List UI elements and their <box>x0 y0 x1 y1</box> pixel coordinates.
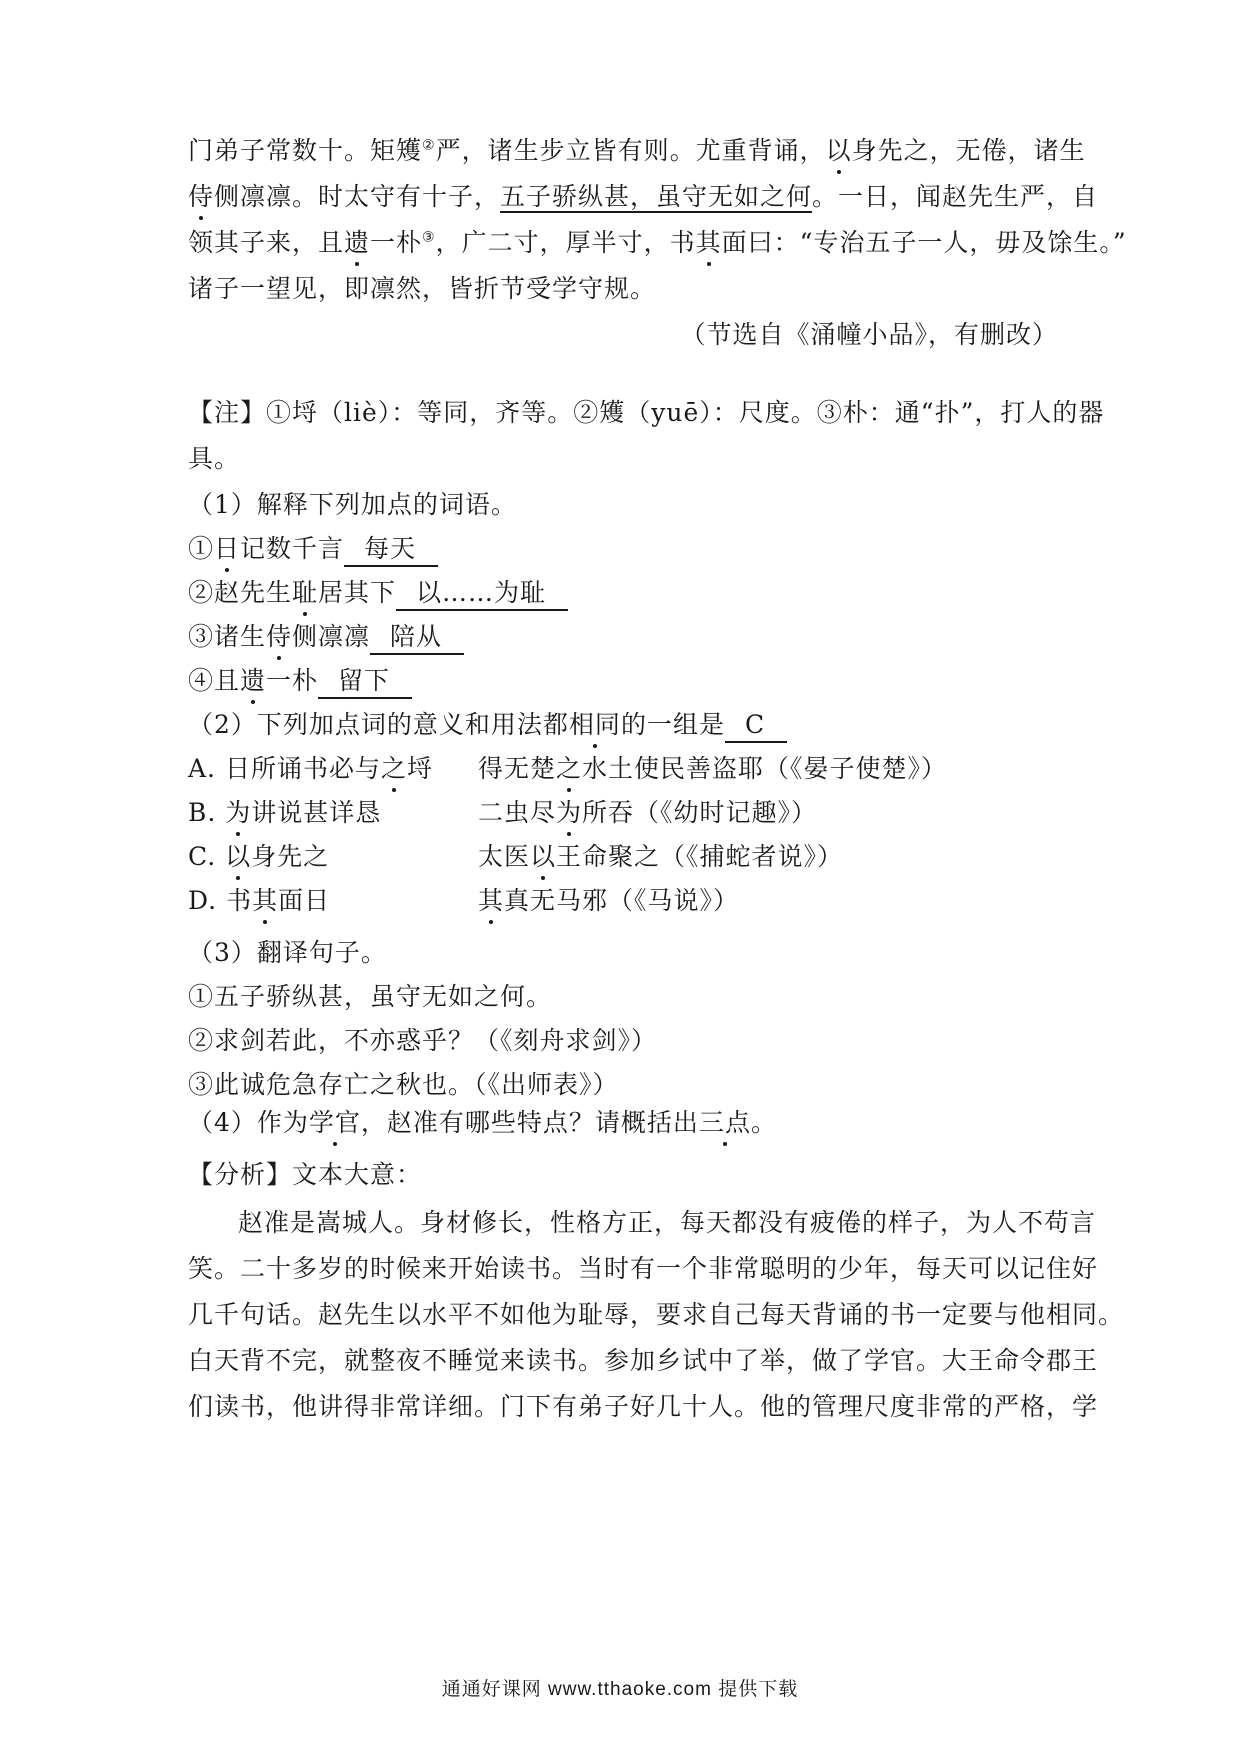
passage-line-2: 侍侧凛凛。时太守有十子，五子骄纵甚，虽守无如之何。一日，闻赵先生严，自 <box>188 182 1099 211</box>
analysis-line-2: 笑。二十多岁的时候来开始读书。当时有一个非常聪明的少年，每天可以记住好 <box>188 1254 1099 1283</box>
q3-item-2: ②求剑若此，不亦惑乎？（《刻舟求剑》） <box>188 1026 658 1055</box>
answer-blank: 留下 <box>318 665 412 699</box>
dotted-char: 之 <box>556 754 583 783</box>
analysis-heading: 【分析】文本大意： <box>188 1160 423 1189</box>
passage-line-4: 诸子一望见，即凛然，皆折节受学守规。 <box>188 274 657 303</box>
dotted-char: 其 <box>478 886 505 915</box>
analysis-line-5: 们读书，他讲得非常详细。门下有弟子好几十人。他的管理尺度非常的严格，学 <box>188 1392 1099 1421</box>
note-line-2: 具。 <box>188 444 241 473</box>
footnote-mark: ③ <box>422 229 436 246</box>
dotted-char: 相同 <box>568 710 621 739</box>
dotted-char: 之 <box>380 754 407 783</box>
footnote-mark: ② <box>422 137 436 154</box>
passage-line-1: 门弟子常数十。矩矱②严，诸生步立皆有则。尤重背诵，以身先之，无倦，诸生 <box>188 136 1086 165</box>
dotted-char: 其 <box>695 228 722 257</box>
q3-prompt: （3）翻译句子。 <box>188 938 387 967</box>
q1-item-2: ②赵先生耻居其下 以……为耻 <box>188 576 1058 611</box>
dotted-char: 其 <box>252 886 279 915</box>
dotted-char: 遗 <box>240 666 267 695</box>
dotted-char: 三点 <box>698 1108 751 1137</box>
dotted-char: 以 <box>225 842 252 871</box>
q1-item-3: ③诸生侍侧凛凛 陪从 <box>188 620 1058 655</box>
q4-prompt: （4）作为学官，赵准有哪些特点？请概括出三点。 <box>188 1108 777 1137</box>
answer-blank: 陪从 <box>370 621 464 655</box>
answer-blank: 以……为耻 <box>396 577 568 611</box>
dotted-char: 以 <box>530 842 557 871</box>
page-footer: 通通好课网 www.tthaoke.com 提供下载 <box>441 1679 799 1700</box>
passage-line-3: 领其子来，且遗一朴③，广二寸，厚半寸，书其面曰：“专治五子一人，毋及馀生。” <box>188 228 1127 257</box>
dotted-char: 日 <box>214 534 241 563</box>
dotted-char: 侍 <box>188 182 215 211</box>
dotted-char: 遗 <box>344 228 371 257</box>
q2-prompt: （2）下列加点词的意义和用法都相同的一组是 C <box>188 708 1058 743</box>
q2-option-c: C. 以身先之 太医以王命聚之（《捕蛇者说》） <box>188 842 844 871</box>
dotted-char: 以 <box>825 136 852 165</box>
q1-item-1: ①日记数千言 每天 <box>188 532 1058 567</box>
dotted-char: 侍 <box>266 622 293 651</box>
q1-prompt: （1）解释下列加点的词语。 <box>188 490 517 519</box>
q2-option-a: A. 日所诵书必与之埒 得无楚之水土使民善盗耶（《晏子使楚》） <box>188 754 948 783</box>
dotted-char: 学官 <box>308 1108 361 1137</box>
dotted-char: 为 <box>556 798 583 827</box>
q3-item-1: ①五子骄纵甚，虽守无如之何。 <box>188 982 553 1011</box>
passage-source: （节选自《涌幢小品》，有删改） <box>680 320 1058 349</box>
answer-blank: C <box>725 709 787 743</box>
q1-item-4: ④且遗一朴 留下 <box>188 664 1058 699</box>
underlined-sentence: 五子骄纵甚，虽守无如之何 <box>500 182 813 211</box>
analysis-line-4: 白天背不完，就整夜不睡觉来读书。参加乡试中了举，做了学官。大王命令郡王 <box>188 1346 1099 1375</box>
q2-option-b: B. 为讲说甚详恳 二虫尽为所吞（《幼时记趣》） <box>188 798 818 827</box>
analysis-line-1: 赵准是嵩城人。身材修长，性格方正，每天都没有疲倦的样子，为人不苟言 <box>238 1208 1097 1237</box>
answer-blank: 每天 <box>344 533 438 567</box>
q3-item-3: ③此诚危急存亡之秋也。（《出师表》） <box>188 1070 619 1099</box>
dotted-char: 为 <box>225 798 252 827</box>
q2-option-d: D. 书其面日 其真无马邪（《马说》） <box>188 886 740 915</box>
note-line-1: 【注】①埒（liè）：等同，齐等。②矱（yuē）：尺度。③朴：通“扑”，打人的器 <box>188 398 1105 427</box>
dotted-char: 耻 <box>292 578 319 607</box>
analysis-line-3: 几千句话。赵先生以水平不如他为耻辱，要求自己每天背诵的书一定要与他相同。 <box>188 1300 1125 1329</box>
